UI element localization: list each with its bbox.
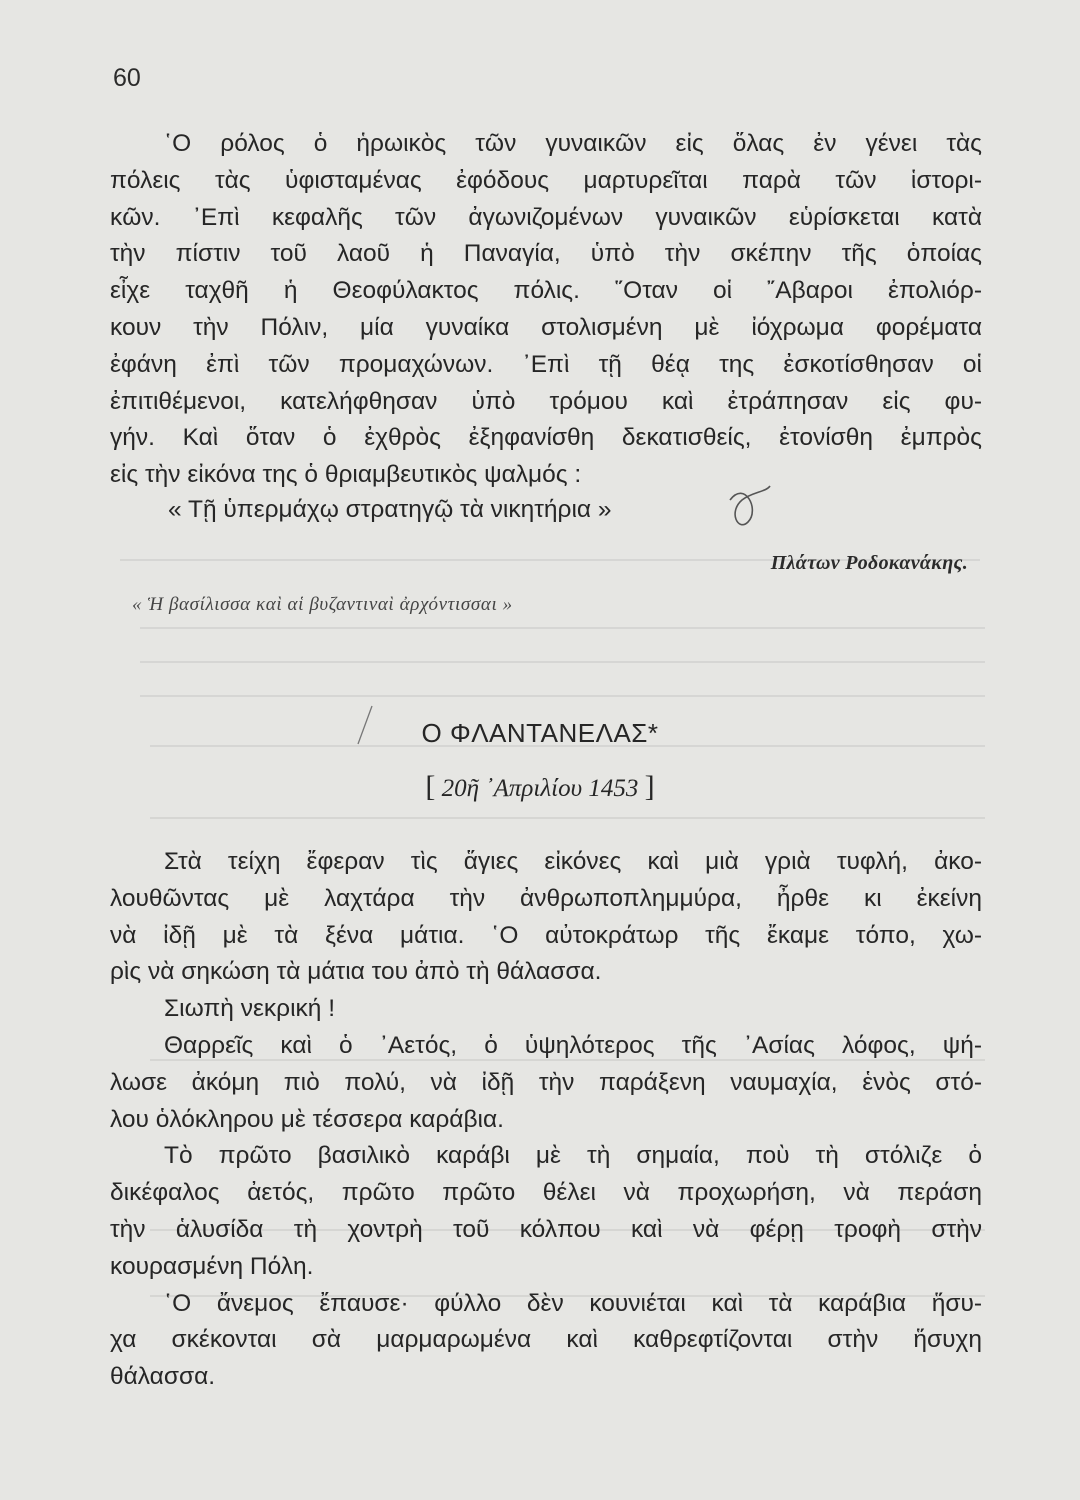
text-line: κῶν. ᾿Επὶ κεφαλῆς τῶν ἀγωνιζομένων γυναικῶν εὑρίσκεται κατὰ: [110, 203, 982, 231]
text-line: τὴν πίστιν τοῦ λαοῦ ἡ Παναγία, ὑπὸ τὴν σκέπην τῆς ὁποίας: [110, 240, 982, 268]
text-line: ῾Ο ἄνεμος ἔπαυσε· φύλλο δὲν κουνιέται καὶ τὰ καράβια ἥσυ-: [164, 1289, 982, 1317]
author-signature: Πλάτων Ροδοκανάκης.: [770, 552, 968, 574]
story-title: Ο ΦΛΑΝΤΑΝΕΛΑΣ*: [421, 718, 659, 748]
text-line: ρὶς νὰ σηκώση τὰ μάτια του ἀπὸ τὴ θάλασσα.: [110, 958, 602, 986]
text-line: χα σκέκονται σὰ μαρμαρωμένα καὶ καθρεφτίζονται στὴν ἥσυχη: [110, 1326, 982, 1354]
page-number: 60: [113, 64, 141, 92]
text-line: εἰς τὴν εἰκόνα της ὁ θριαμβευτικὸς ψαλμός :: [110, 461, 582, 489]
text-line: ἐφάνη ἐπὶ τῶν προμαχώνων. ᾿Επὶ τῇ θέᾳ της ἐσκοτίσθησαν οἱ: [110, 350, 982, 378]
text-line: λου ὁλόκληρου μὲ τέσσερα καράβια.: [110, 1105, 504, 1133]
date-open-bracket: [: [425, 770, 436, 803]
date-text: 20ῆ ᾿Απριλίου 1453: [441, 775, 639, 802]
hymn-quote: « Τῇ ὑπερμάχῳ στρατηγῷ τὰ νικητήρια »: [168, 496, 612, 523]
text-line: δικέφαλος ἀετός, πρῶτο πρῶτο θέλει νὰ προχωρήση, νὰ περάση: [110, 1179, 982, 1207]
text-line: Θαρρεῖς καὶ ὁ ᾿Αετός, ὁ ὑψηλότερος τῆς ᾿Ασίας λόφος, ψή-: [164, 1031, 982, 1059]
text-line: κουρασμένη Πόλη.: [110, 1252, 314, 1280]
text-line: Τὸ πρῶτο βασιλικὸ καράβι μὲ τὴ σημαία, ποὺ τὴ στόλιζε ὁ: [164, 1142, 982, 1170]
text-line: εἶχε ταχθῆ ἡ Θεοφύλακτος πόλις. ῞Οταν οἱ ῎Αβαροι ἐπολιόρ-: [110, 277, 982, 305]
date-close-bracket: ]: [644, 770, 655, 803]
text-line: πόλεις τὰς ὑφισταμένας ἐφόδους μαρτυρεῖται παρὰ τῶν ἱστορι-: [110, 166, 982, 194]
story-body: [110, 844, 982, 1396]
text-line: Σιωπὴ νεκρική !: [164, 995, 335, 1023]
text-line: ῾Ο ρόλος ὁ ἡρωικὸς τῶν γυναικῶν εἰς ὅλας ἐν γένει τὰς: [164, 130, 982, 157]
text-line: γήν. Καὶ ὅταν ὁ ἐχθρὸς ἐξηφανίσθη δεκατισθείς, ἐτονίσθη ἐμπρὸς: [110, 424, 982, 452]
text-line: θάλασσα.: [110, 1363, 216, 1391]
text-line: λουθῶντας μὲ λαχτάρα τὴν ἀνθρωποπλημμύρα, ἦρθε κι ἐκείνη: [110, 884, 982, 912]
story-date: [0, 770, 1080, 804]
text-line: τὴν ἁλυσίδα τὴ χοντρὴ τοῦ κόλπου καὶ νὰ φέρῃ τροφὴ στὴν: [110, 1215, 982, 1243]
text-line: νὰ ἰδῇ μὲ τὰ ξένα μάτια. ῾Ο αὐτοκράτωρ τῆς ἔκαμε τόπο, χω-: [110, 921, 982, 949]
text-line: ἐπιτιθέμενοι, κατελήφθησαν ὑπὸ τρόμου καὶ ἐτράπησαν εἰς φυ-: [110, 387, 982, 415]
text-line: λωσε ἀκόμη πιὸ πολύ, νὰ ἰδῇ τὴν παράξενη ναυμαχία, ἑνὸς στό-: [110, 1068, 982, 1096]
text-line: κουν τὴν Πόλιν, μία γυναίκα στολισμένη μὲ ἰόχρωμα φορέματα: [110, 313, 982, 341]
text-line: Στὰ τείχη ἔφεραν τὶς ἅγιες εἰκόνες καὶ μιὰ γριὰ τυφλή, ἀκο-: [164, 848, 982, 875]
intro-paragraph: [110, 126, 982, 494]
source-citation: « Ἡ βασίλισσα καὶ αἱ βυζαντιναὶ ἀρχόντισσαι »: [132, 594, 513, 615]
